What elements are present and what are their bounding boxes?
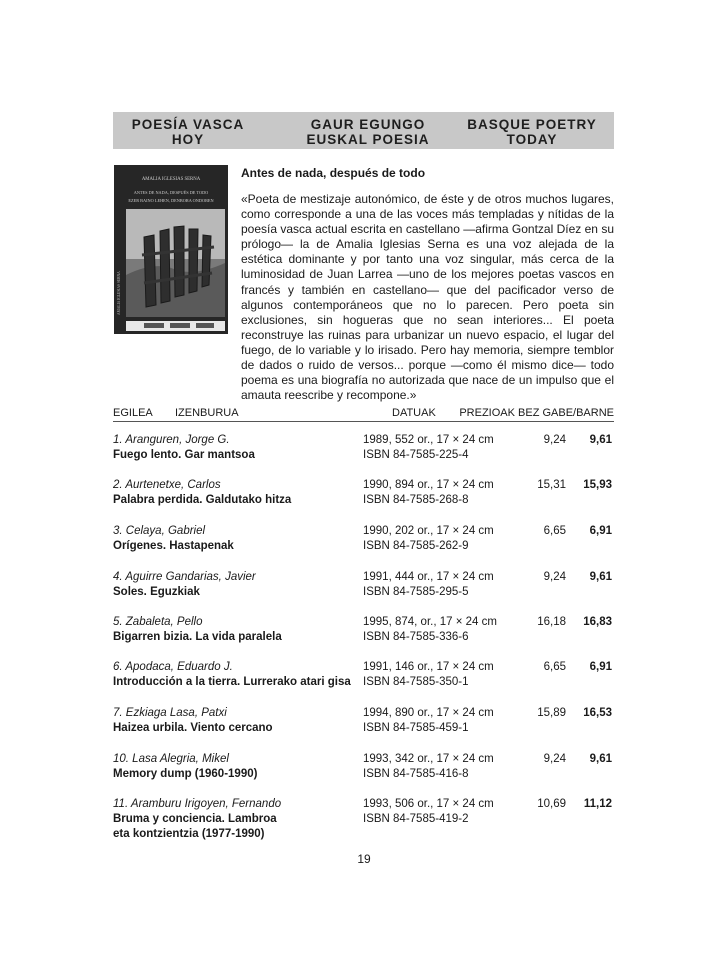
entry-info: 1989, 552 or., 17 × 24 cm [363,434,494,446]
entry-price: 15,89 [537,707,566,719]
book-title: Antes de nada, después de todo [241,166,426,180]
entry-price: 15,31 [537,479,566,491]
entry-isbn: ISBN 84-7585-419-2 [363,813,469,825]
entry-isbn: ISBN 84-7585-350-1 [363,676,469,688]
entry-author: 4. Aguirre Gandarias, Javier [113,571,256,583]
entry-info: 1991, 146 or., 17 × 24 cm [363,661,494,673]
column-author: EGILEA [113,407,153,419]
entry-price: 9,24 [543,571,566,583]
entry-title-continued: eta kontzientzia (1977-1990) [113,828,265,840]
entry-price-vat: 16,53 [583,707,612,719]
entry-author: 2. Aurtenetxe, Carlos [113,479,221,491]
cover-author: AMALIA IGLESIAS SERNA [141,177,201,182]
entry-author: 6. Apodaca, Eduardo J. [113,661,233,673]
header-english-line2: TODAY [506,132,558,147]
entry-price-vat: 15,93 [583,479,612,491]
column-price: PREZIOAK BEZ GABE/BARNE [459,407,614,419]
entry-info: 1990, 894 or., 17 × 24 cm [363,479,494,491]
entry-price-vat: 16,83 [583,616,612,628]
entry-title: Bruma y conciencia. Lambroa [113,813,277,825]
entry-title: Bigarren bizia. La vida paralela [113,631,282,643]
column-data: DATUAK [392,407,436,419]
entry-price-vat: 6,91 [589,661,612,673]
entry-price-vat: 9,61 [589,571,612,583]
entry-price: 9,24 [543,753,566,765]
header-spanish-line2: HOY [171,132,205,147]
cover-spine: AMALIA IGLESIAS SERNA [117,271,121,315]
header-basque [273,117,463,147]
entry-info: 1993, 506 or., 17 × 24 cm [363,798,494,810]
header-spanish [113,117,263,147]
entry-title: Soles. Eguzkiak [113,586,200,598]
entry-price: 10,69 [537,798,566,810]
entry-author: 7. Ezkiaga Lasa, Patxi [113,707,227,719]
entry-author: 11. Aramburu Irigoyen, Fernando [113,798,282,810]
book-cover-image [114,165,228,334]
table-header [113,405,614,422]
header-english [453,117,611,147]
entry-title: Palabra perdida. Galdutako hitza [113,494,292,506]
entry-price-vat: 9,61 [589,434,612,446]
header-spanish-line1: POESÍA VASCA [131,117,245,132]
entry-price: 6,65 [543,661,566,673]
entry-price-vat: 9,61 [589,753,612,765]
entry-isbn: ISBN 84-7585-262-9 [363,540,469,552]
entry-info: 1994, 890 or., 17 × 24 cm [363,707,494,719]
entry-info: 1993, 342 or., 17 × 24 cm [363,753,494,765]
header-basque-line1: GAUR EGUNGO [310,117,426,132]
entry-author: 10. Lasa Alegria, Mikel [113,753,229,765]
section-header [113,112,614,149]
book-cover-photo [114,165,228,334]
entry-author: 3. Celaya, Gabriel [113,525,206,537]
entry-isbn: ISBN 84-7585-225-4 [363,449,469,461]
entry-title: Memory dump (1960-1990) [113,768,258,780]
entry-price: 9,24 [543,434,566,446]
entry-title: Fuego lento. Gar mantsoa [113,449,255,461]
cover-title-eu: EZER BAINO LEHEN, DENBORA ONDOREN [128,198,214,203]
entry-isbn: ISBN 84-7585-336-6 [363,631,469,643]
entry-author: 5. Zabaleta, Pello [113,616,203,628]
entry-price-vat: 6,91 [589,525,612,537]
book-description [241,192,614,403]
column-title: IZENBURUA [175,407,239,419]
entry-title: Introducción a la tierra. Lurrerako atari gisa [113,676,351,688]
entry-isbn: ISBN 84-7585-416-8 [363,768,469,780]
entry-info: 1990, 202 or., 17 × 24 cm [363,525,494,537]
entry-info: 1995, 874, or., 17 × 24 cm [363,616,497,628]
entry-price: 6,65 [543,525,566,537]
entry-isbn: ISBN 84-7585-268-8 [363,494,469,506]
book-description-text: «Poeta de mestizaje autonómico, de éste y de otros muchos lugares, como corresponde a una de las voces más templadas y nítidas de la poesía vasca actual escrita en castellano —afirma Gontzal Díez en su prólogo— la de Amalia Iglesias Serna es una voz alejada de la estética dominante y por tanto una voz singular, más cerca de la luminosidad de Juan Larrea —uno de los mejores poetas vascos en francés y también en castellano— que del pacificador verso de algunos contemporáneos que no lo parecen. Pero poeta sin exclusiones, sin hogueras que no sean interiores... El poeta reconstruye las ruinas para urbanizar un nuevo espacio, el lugar del fuego, de lo variable y lo irisado. Pero hay memoria, siempre temblor de dados o ruido de versos... porque —como él mismo dice— todo poema es una biografía no autorizada que nace de un impulso que el amauta reescribe y recompone.» [241,192,614,403]
entry-price-vat: 11,12 [583,798,612,810]
entry-isbn: ISBN 84-7585-295-5 [363,586,469,598]
cover-title-es: ANTES DE NADA, DESPUÉS DE TODO [133,190,209,195]
entry-isbn: ISBN 84-7585-459-1 [363,722,469,734]
header-english-line1: BASQUE POETRY [467,117,597,132]
entry-title: Haizea urbila. Viento cercano [113,722,273,734]
entry-price: 16,18 [537,616,566,628]
entry-info: 1991, 444 or., 17 × 24 cm [363,571,494,583]
entry-title: Orígenes. Hastapenak [113,540,234,552]
header-basque-line2: EUSKAL POESIA [306,132,430,147]
entry-author: 1. Aranguren, Jorge G. [113,434,230,446]
page-number: 19 [357,852,371,866]
